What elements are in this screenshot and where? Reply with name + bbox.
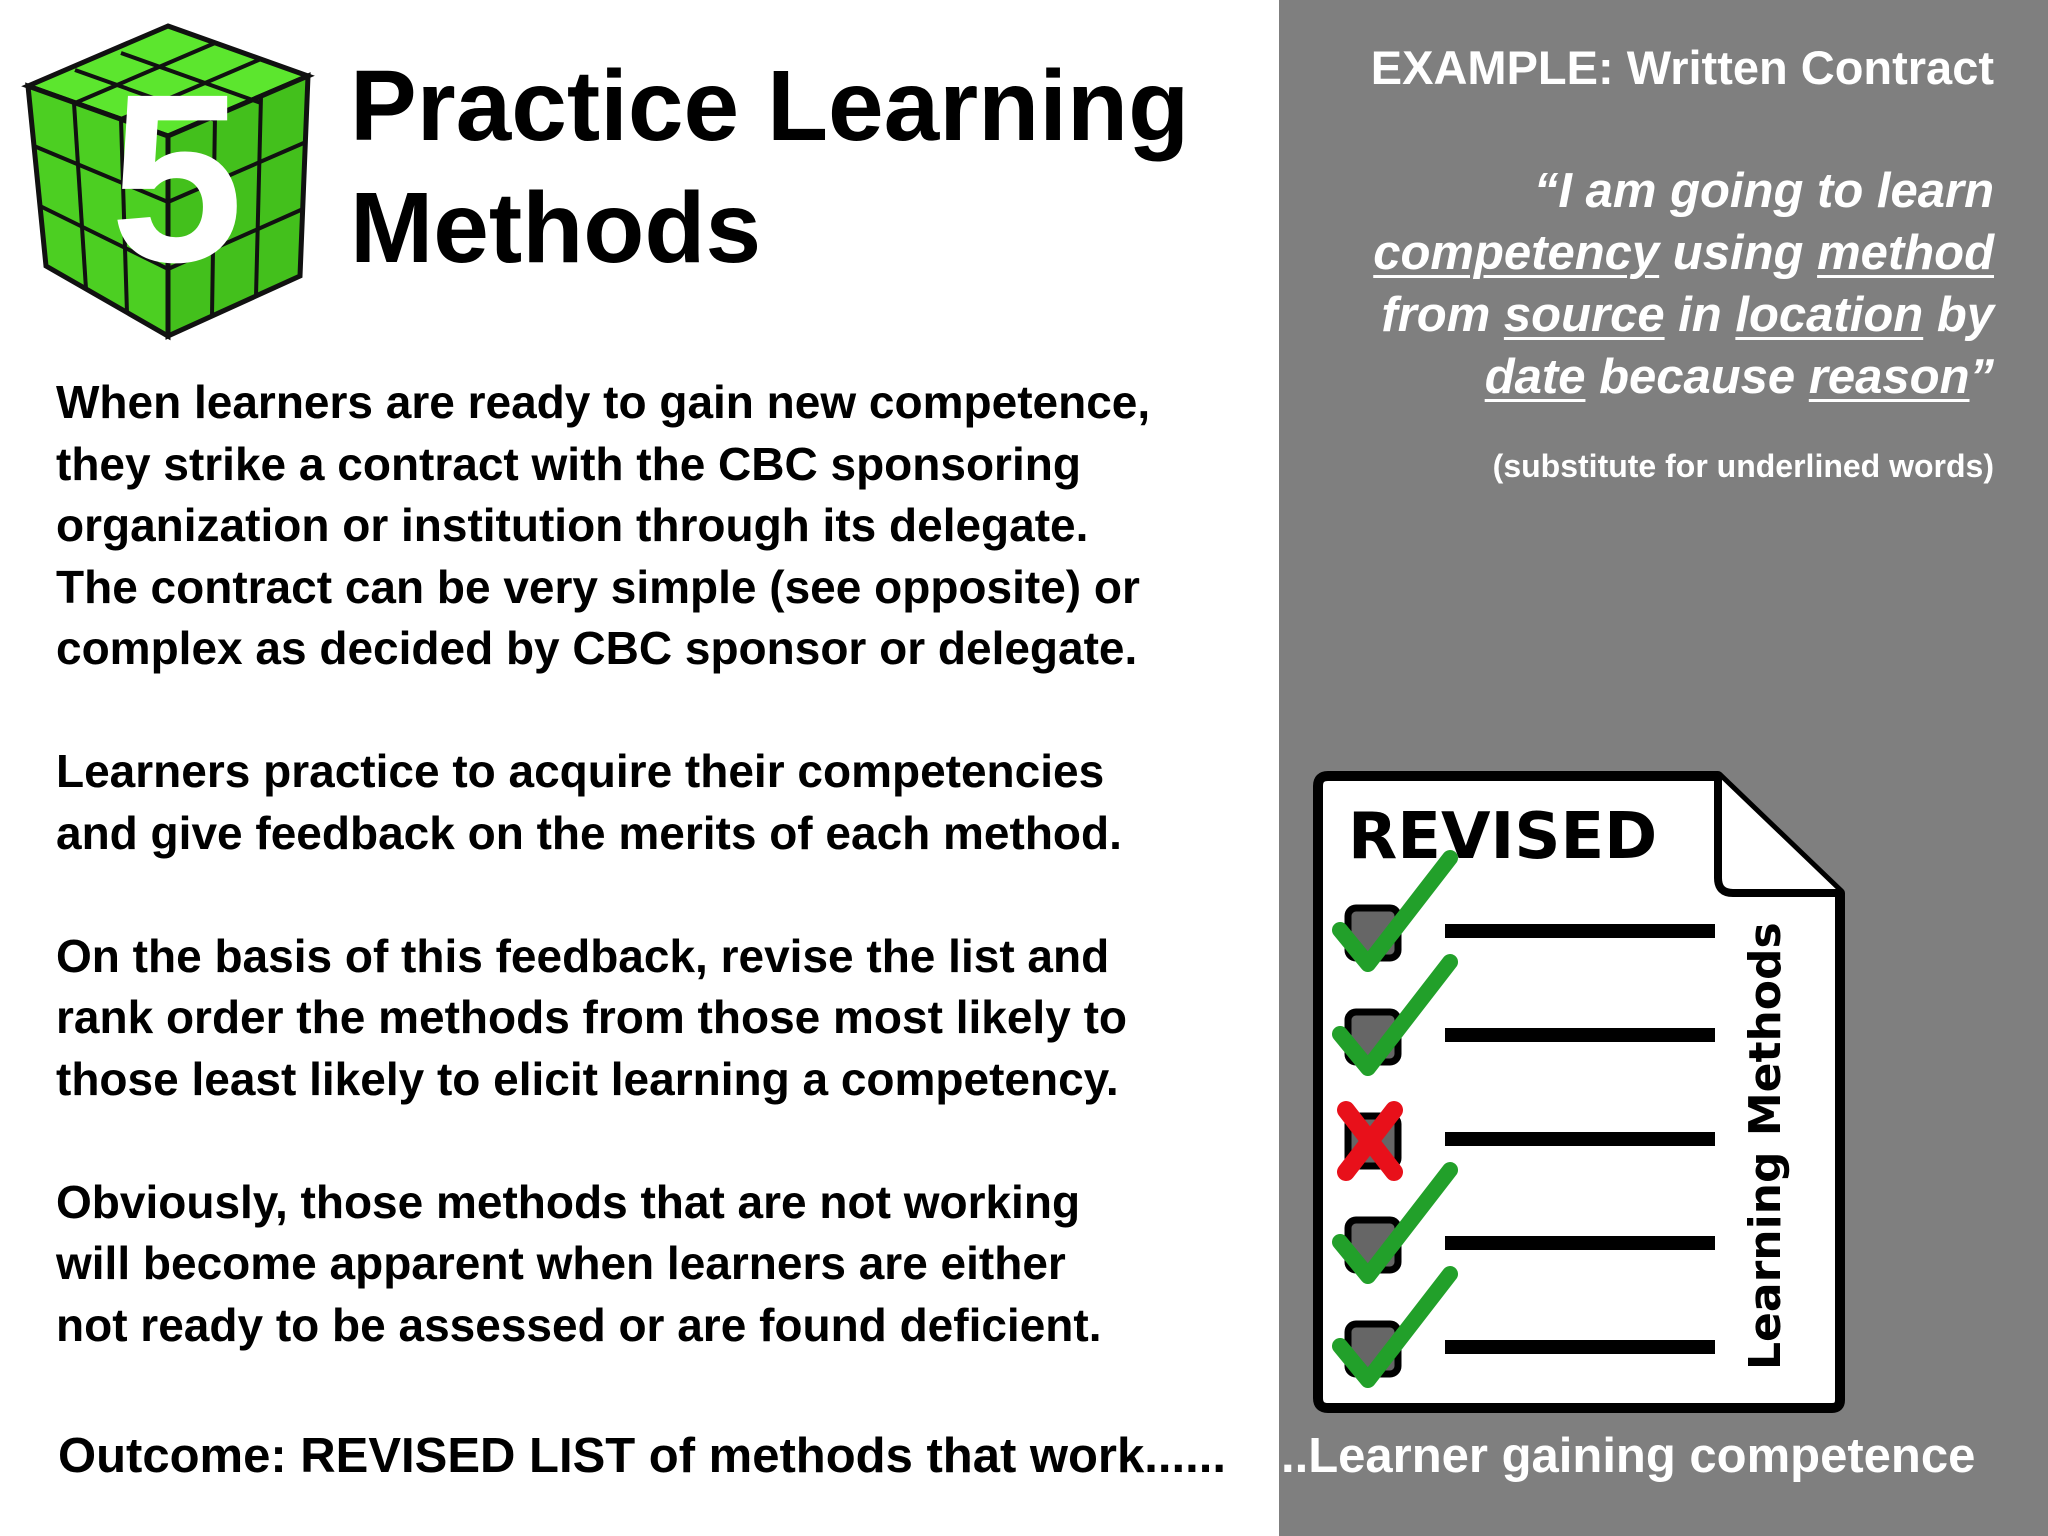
quote-line-3 bbox=[1294, 284, 1994, 346]
checklist-line bbox=[1445, 1028, 1715, 1042]
checklist-line bbox=[1445, 1236, 1715, 1250]
text-line: rank order the methods from those most likely to bbox=[56, 991, 1127, 1043]
checklist-side-label: Learning Methods bbox=[1740, 922, 1791, 1370]
outcome-tail: ..Learner gaining competence bbox=[1281, 1429, 1976, 1483]
text-line: When learners are ready to gain new competence, bbox=[56, 376, 1151, 428]
placeholder-reason: reason bbox=[1808, 350, 1970, 404]
text-line: and give feedback on the merits of each method. bbox=[56, 806, 1122, 859]
quote-text: “I am going to learn bbox=[1533, 164, 1994, 218]
text-line: will become apparent when learners are either bbox=[56, 1237, 1066, 1289]
body-text bbox=[56, 372, 1286, 1418]
checklist-line bbox=[1445, 1132, 1715, 1146]
paragraph-4 bbox=[56, 1172, 1286, 1357]
quote-line-2 bbox=[1294, 222, 1994, 284]
paragraph-2 bbox=[56, 741, 1286, 864]
paragraph-3 bbox=[56, 926, 1286, 1111]
quote-text: by bbox=[1923, 288, 1994, 342]
text-line: they strike a contract with the CBC sponsoring bbox=[56, 437, 1081, 490]
text-line: not ready to be assessed or are found deficient. bbox=[56, 1298, 1102, 1351]
substitute-note: (substitute for underlined words) bbox=[1492, 448, 1994, 484]
placeholder-method: method bbox=[1817, 226, 1994, 280]
outcome-text: Outcome: REVISED LIST of methods that work...... bbox=[58, 1429, 1226, 1483]
quote-text: ” bbox=[1969, 350, 1994, 404]
placeholder-date: date bbox=[1484, 350, 1586, 404]
example-heading: EXAMPLE: Written Contract bbox=[1370, 41, 1994, 94]
text-line: those least likely to elicit learning a competency. bbox=[56, 1052, 1119, 1105]
quote-text: from bbox=[1381, 288, 1504, 342]
text-line: organization or institution through its delegate. bbox=[56, 499, 1089, 551]
quote-text: using bbox=[1659, 226, 1818, 280]
placeholder-location: location bbox=[1735, 288, 1924, 342]
text-line: Obviously, those methods that are not working bbox=[56, 1175, 1081, 1228]
checklist-line bbox=[1445, 1340, 1715, 1354]
revised-checklist-document-icon bbox=[1310, 768, 1850, 1418]
quote-line-4 bbox=[1294, 346, 1994, 408]
checklist-line bbox=[1445, 924, 1715, 938]
paragraph-1 bbox=[56, 372, 1286, 680]
quote-text: because bbox=[1585, 350, 1809, 404]
text-line: complex as decided by CBC sponsor or delegate. bbox=[56, 622, 1138, 674]
quote-line-1 bbox=[1294, 160, 1994, 222]
cube-icon bbox=[18, 16, 318, 346]
revised-checklist bbox=[1310, 768, 1850, 1418]
checklist-title: REVISED bbox=[1348, 800, 1658, 874]
step-number: 5 bbox=[110, 44, 244, 312]
title-line-1: Practice Learning bbox=[350, 50, 1190, 162]
text-line: Learners practice to acquire their competencies bbox=[56, 745, 1105, 797]
text-line: The contract can be very simple (see opposite) or bbox=[56, 560, 1140, 613]
contract-quote bbox=[1294, 160, 1994, 408]
placeholder-source: source bbox=[1503, 288, 1665, 342]
placeholder-competency: competency bbox=[1373, 226, 1660, 280]
title-line-2: Methods bbox=[350, 172, 762, 284]
text-line: On the basis of this feedback, revise the list and bbox=[56, 929, 1110, 982]
quote-text: in bbox=[1664, 288, 1736, 342]
page-title bbox=[350, 45, 1250, 289]
